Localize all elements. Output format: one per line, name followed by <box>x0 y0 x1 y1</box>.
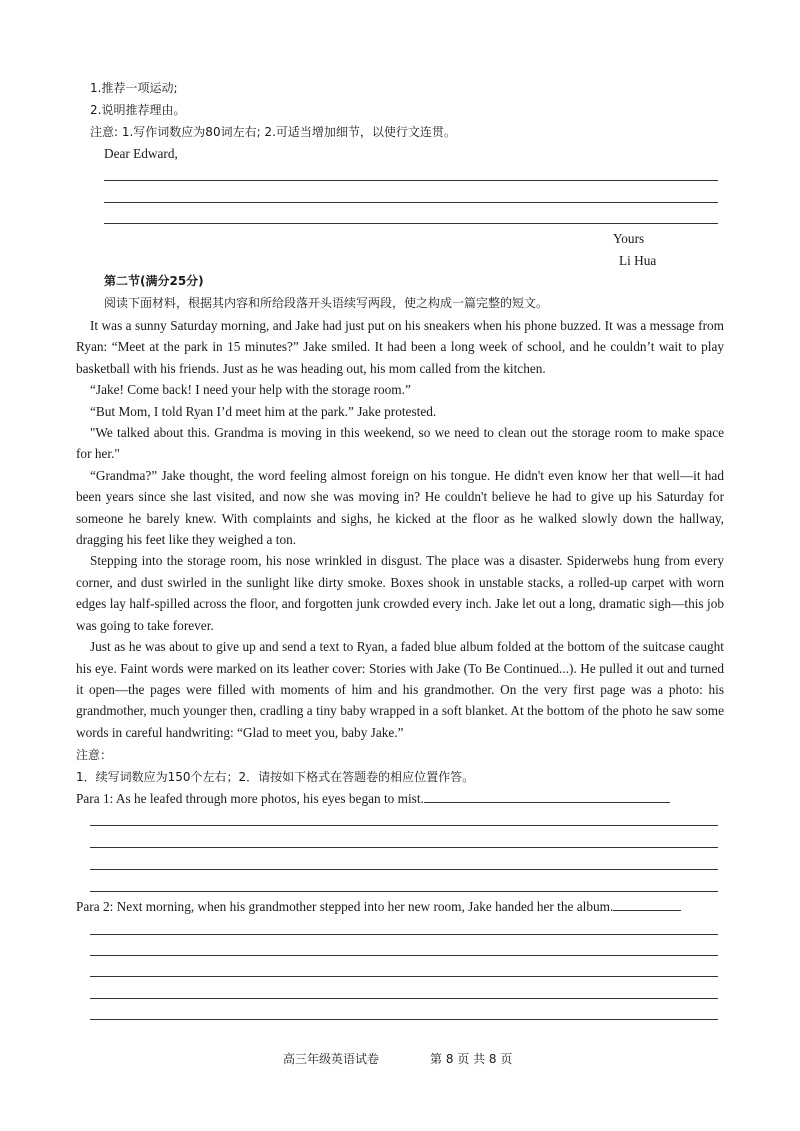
continuation-note: 1．续写词数应为150个左右；2．请按如下格式在答题卷的相应位置作答。 <box>76 770 475 784</box>
letter-greeting: Dear Edward, <box>104 146 178 161</box>
answer-line <box>90 869 718 870</box>
answer-line <box>90 976 718 977</box>
passage-paragraph: “Jake! Come back! I need your help with the storage room.” <box>90 382 411 398</box>
answer-line <box>90 1019 718 1020</box>
answer-line <box>104 223 718 224</box>
answer-line <box>90 825 718 826</box>
passage-paragraph: “Grandma?” Jake thought, the word feeling almost foreign on his tongue. He didn't even know her that well—it had been years since she last visited, and now she was moving in? He couldn't believe he had to give up his Saturday for someone he barely knew. With complaints and sighs, he kicked at the floor as he walked slowly down the hallway, dragging his feet like they weighed a ton. <box>76 467 724 548</box>
letter-signature: Li Hua <box>619 253 657 268</box>
passage-paragraph: “But Mom, I told Ryan I’d meet him at the park.” Jake protested. <box>90 403 437 419</box>
answer-line <box>104 180 718 181</box>
footer-page-number: 第 8 页 共 8 页 <box>430 1052 513 1066</box>
answer-line <box>613 898 681 911</box>
para2-prompt-text: Para 2: Next morning, when his grandmother stepped into her new room, Jake handed her the album. <box>76 899 614 914</box>
answer-line <box>90 955 718 956</box>
answer-line <box>90 998 718 999</box>
footer-exam-title: 高三年级英语试卷 <box>283 1052 380 1066</box>
passage-paragraph: "We talked about this. Grandma is moving in this weekend, so we need to clean out the storage room to make space for her." <box>76 425 724 462</box>
passage-paragraph: It was a sunny Saturday morning, and Jake had just put on his sneakers when his phone buzzed. It was a message from Ryan: “Meet at the park in 15 minutes?” Jake smiled. It had been a long week of school, and he couldn’t wait to play basketball with his friends. Just as he was heading out, his mom called from the kitchen. <box>76 318 724 376</box>
answer-line <box>424 790 670 803</box>
reading-passage <box>76 315 724 743</box>
answer-line <box>90 847 718 848</box>
writing-note: 注意: 1.写作词数应为80词左右; 2.可适当增加细节，以使行文连贯。 <box>90 125 456 139</box>
answer-line <box>104 202 718 203</box>
section-heading: 第二节(满分25分) <box>104 274 204 288</box>
answer-line <box>90 891 718 892</box>
letter-closing: Yours <box>613 231 645 246</box>
para1-prompt-text: Para 1: As he leafed through more photos, his eyes began to mist. <box>76 791 424 806</box>
answer-line <box>90 934 718 935</box>
passage-paragraph: Just as he was about to give up and send a text to Ryan, a faded blue album folded at the bottom of the suitcase caught his eye. Faint words were marked on its leather cover: Stories with Jake (To Be Continued...). He pulled it out and turned it open—the pages were filled with moments of him and his grandmother. On the very first page was a photo: his grandmother, much younger then, cradling a tiny baby wrapped in a soft blanket. At the bottom of the photo he saw some words in careful handwriting: “Glad to meet you, baby Jake.” <box>76 639 724 740</box>
requirement-2: 2.说明推荐理由。 <box>90 103 186 117</box>
section-instruction: 阅读下面材料，根据其内容和所给段落开头语续写两段，使之构成一篇完整的短文。 <box>104 296 549 310</box>
para1-prompt <box>76 790 670 808</box>
passage-paragraph: Stepping into the storage room, his nose wrinkled in disgust. The place was a disaster. Spiderwebs hung from every corner, and dust swirled in the sunlight like dirty smoke. Boxes shook in unstable stacks, a rolled-up carpet with worn edges lay half-spilled across the floor, and forgotten junk crowded every inch. Jake let out a long, dramatic sigh—this job was going to take forever. <box>76 553 724 633</box>
requirement-1: 1.推荐一项运动; <box>90 81 178 95</box>
continuation-note-title: 注意： <box>76 748 113 762</box>
para2-prompt <box>76 898 681 916</box>
